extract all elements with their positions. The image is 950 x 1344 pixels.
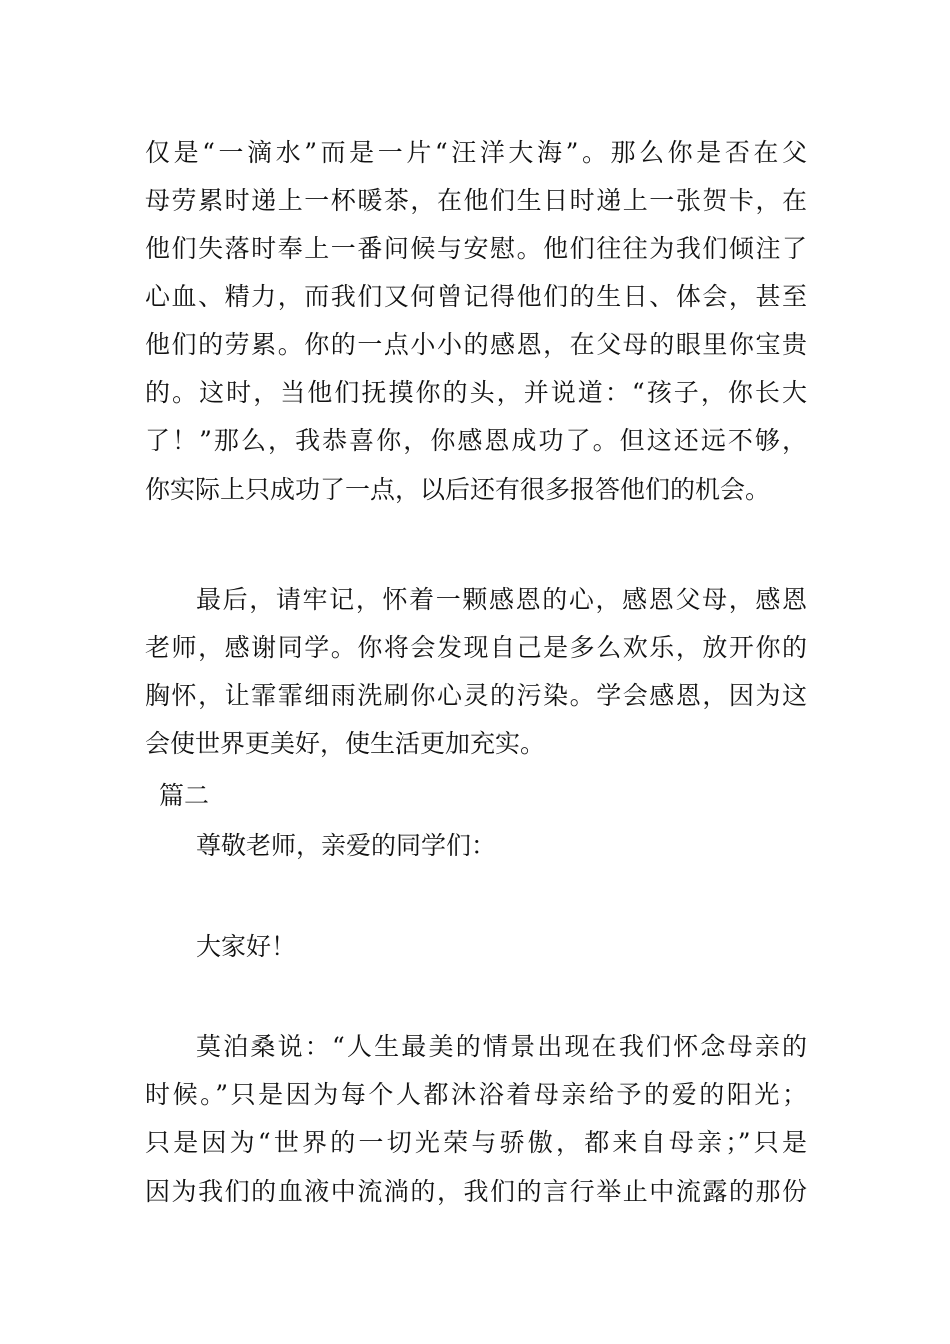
paragraph-2-line-1: 最后，请牢记，怀着一颗感恩的心，感恩父母，感恩	[196, 585, 807, 614]
paragraph-2-line-4: 会使世界更美好，使生活更加充实。	[145, 729, 546, 758]
paragraph-1-line-8: 你实际上只成功了一点，以后还有很多报答他们的机会。	[145, 475, 771, 504]
paragraph-3-line-2: 时候。”只是因为每个人都沐浴着母亲给予的爱的阳光；	[145, 1080, 807, 1109]
paragraph-1-line-3: 他们失落时奉上一番问候与安慰。他们往往为我们倾注了	[145, 234, 807, 263]
paragraph-1-line-7: 了！”那么，我恭喜你，你感恩成功了。但这还远不够，	[145, 426, 807, 455]
salutation: 尊敬老师，亲爱的同学们：	[196, 831, 497, 860]
paragraph-1-line-4: 心血、精力，而我们又何曾记得他们的生日、体会，甚至	[145, 282, 807, 311]
paragraph-2-line-2: 老师，感谢同学。你将会发现自己是多么欢乐，放开你的	[145, 633, 807, 662]
paragraph-3-line-3: 只是因为“世界的一切光荣与骄傲，都来自母亲；”只是	[145, 1128, 807, 1157]
paragraph-3-line-1: 莫泊桑说：“人生最美的情景出现在我们怀念母亲的	[196, 1032, 807, 1061]
paragraph-1-line-6: 的。这时，当他们抚摸你的头，并说道：“孩子，你长大	[145, 378, 807, 407]
paragraph-1-line-1: 仅是“一滴水”而是一片“汪洋大海”。那么你是否在父	[145, 138, 807, 167]
paragraph-3-line-4: 因为我们的血液中流淌的，我们的言行举止中流露的那份	[145, 1177, 807, 1206]
paragraph-1-line-2: 母劳累时递上一杯暖茶，在他们生日时递上一张贺卡，在	[145, 186, 807, 215]
paragraph-1-line-5: 他们的劳累。你的一点小小的感恩，在父母的眼里你宝贵	[145, 330, 807, 359]
greeting: 大家好！	[196, 932, 297, 961]
section-heading: 篇二	[159, 781, 210, 810]
paragraph-2-line-3: 胸怀，让霏霏细雨洗刷你心灵的污染。学会感恩，因为这	[145, 681, 807, 710]
